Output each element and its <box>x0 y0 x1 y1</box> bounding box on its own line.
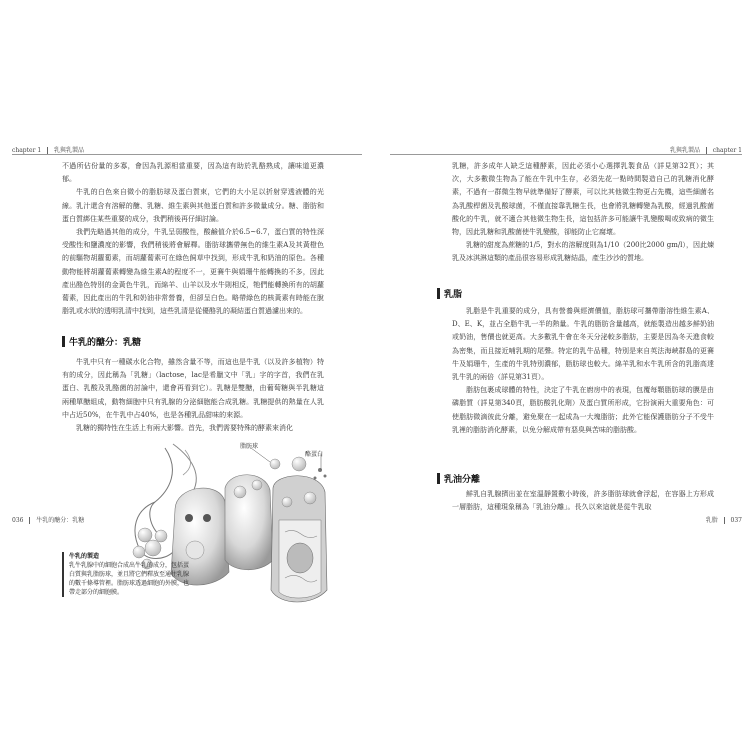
caption-title: 牛乳的製造 <box>69 553 100 560</box>
section-heading-milkfat: 乳脂 <box>437 287 462 300</box>
right-text-middle <box>452 305 714 437</box>
paragraph: 我們先略過其他的成分，牛乳呈弱酸性，酸鹼值介於6.5~6.7，蛋白質的特性深受酸性和鹽濃度的影響，我們稍後將會解釋。脂肪球攜帶無色的維生素A及其黃橙色的前驅物胡蘿蔔素，而胡蘿蔔素可在綠色飼草中找到，形成牛乳和奶油的原色。各種動物能將胡蘿蔔素轉變為維生素A的程度不一，更賽牛與娟珊牛能轉換的不多，因此產出酪色特別的金黃色牛乳，而綿羊、山羊以及水牛則相反，牠們能轉換所有的胡蘿蔔素，因此產出的牛乳和奶油非常營養，但卻呈白色。略帶綠色的核黃素有時能在脫脂乳或水狀的透明乳清中找到，這些乳清是從優酪乳的凝結蛋白質過濾出來的。 <box>62 228 324 316</box>
label-fat-globule: 脂肪球 <box>240 443 259 450</box>
paragraph: 牛乳中只有一種碳水化合物，雖然含量不等，而這也是牛乳（以及許多植物）特有的成分，因此稱為「乳糖」（lactose，lac是希臘文中「乳」字的字首，我們在乳蛋白、乳酸及乳酪菌的討論中，還會再看到它）。乳糖是雙醣，由葡萄糖與半乳糖這兩種單醣組成，動物細胞中只有乳腺的分泌細胞能合成乳糖。乳糖提供的熱量在人乳中占近50%，在牛乳中占40%，也是各種乳品甜味的來源。 <box>62 358 324 419</box>
paragraph: 乳糖的甜度為蔗糖的1/5，對水的溶解度則為1/10（200比2000 gm/l），因此煉乳及冰淇淋這類的產品很容易形成乳糖結晶，產生沙沙的質地。 <box>452 241 714 263</box>
left-page-number: 036 <box>12 517 24 524</box>
right-page-number: 037 <box>730 517 742 524</box>
right-page <box>375 0 750 750</box>
left-header-chapter: chapter 1 <box>12 147 42 154</box>
left-text-bottom <box>62 356 324 435</box>
paragraph: 脂肪包裹成球體的特性，決定了牛乳在廚房中的表現，包覆每顆脂肪球的膜是由磷脂質（詳見第340頁，脂肪酸乳化劑）及蛋白質所形成，它扮演兩大重要角色：可使脂肪微滴彼此分離，避免聚在一起成為一大塊脂肪；此外它能保護脂肪分子不受牛乳裡的脂肪消化酵素，以免分解成帶有惡臭與苦味的脂肪酸。 <box>452 386 714 434</box>
left-footer <box>12 515 84 524</box>
right-header-chapter: chapter 1 <box>712 147 742 154</box>
right-footer-title: 乳脂 <box>705 517 718 524</box>
section-heading-creaming: 乳油分離 <box>437 472 480 485</box>
left-header-rule <box>12 154 362 155</box>
left-text-top <box>62 160 324 318</box>
right-text-bottom <box>452 488 714 514</box>
paragraph: 乳糖的獨特性在生活上有兩大影響。首先，我們需要特殊的酵素來消化 <box>76 424 293 433</box>
left-header-title: 乳與乳製品 <box>54 147 85 154</box>
right-header <box>670 145 742 154</box>
paragraph: 不過所佔份量的多寡，會因為乳源相當重要，因為這有助於乳酪熟成，讓味道更濃郁。 <box>62 162 324 184</box>
paragraph: 鮮乳自乳腺擠出並在室溫靜置數小時後，許多脂肪球就會浮起，在容器上方形成一層脂肪，這種現象稱為「乳油分離」。長久以來這就是從牛乳取 <box>452 490 714 512</box>
right-header-rule <box>390 154 742 155</box>
paragraph: 乳脂是牛乳重要的成分，具有營養與經濟價值，脂肪球可攜帶脂溶性維生素A、D、E、K，並占全脂牛乳一半的熱量。牛乳的脂肪含量越高，就能製造出越多鮮奶油或奶油，售價也就更高。大多數乳牛會在冬天分泌較多脂肪，主要是因為冬天進食較為密集，而且接近哺乳期的尾聲。特定的乳牛品種，特別是來自英法海峽群島的更賽牛及娟珊牛，生產的牛乳特別濃郁，脂肪球也較大。綿羊乳和水牛乳所含的乳脂高達乳牛乳的兩倍（詳見第31頁）。 <box>452 307 714 382</box>
right-header-title: 乳與乳製品 <box>669 147 700 154</box>
caption-body: 乳牛乳腺中的細胞合成出牛乳的成分，包括蛋白質與乳脂肪球，並且將它們釋放至通往乳腺的數千條導管裡。脂肪球透過細胞的外膜，也帶走部分的細胞膜。 <box>69 562 190 596</box>
paragraph: 牛乳的白色來自微小的脂肪球及蛋白質束，它們的大小足以折射穿透液體的光線。乳汁還含有溶解的醣、乳糖、維生素與其他蛋白質和許多微量成分。糖、脂肪和蛋白質綁住某些重要的成分，我們稍後再仔細討論。 <box>62 188 324 223</box>
right-text-top <box>452 160 714 266</box>
figure-caption <box>62 552 189 597</box>
paragraph: 乳糖，許多成年人缺乏這種酵素，因此必須小心選擇乳製食品（詳見第32頁）；其次，大多數微生物為了能在牛乳中生存，必須先花一點時間製造自己的乳糖消化酵素，不過有一群微生物早就準備好了酵素，可以比其他微生物更占先機，這些細菌名為乳酸桿菌及乳酸球菌，不僅直接靠乳糖生長，也會將乳糖轉變為乳酸，經過乳酸菌酸化的牛乳，就不適合其他微生物生長，這包括許多可能讓牛乳變酸喝或致病的微生物，因此乳糖和乳酸菌使牛乳變酸，卻能防止它腐壞。 <box>452 162 714 237</box>
left-footer-title: 牛乳的醣分：乳糖 <box>36 517 85 524</box>
section-heading-lactose: 牛乳的醣分：乳糖 <box>62 335 141 348</box>
left-header <box>12 145 84 154</box>
right-footer <box>706 515 742 524</box>
label-casein: 酪蛋白 <box>305 451 324 458</box>
